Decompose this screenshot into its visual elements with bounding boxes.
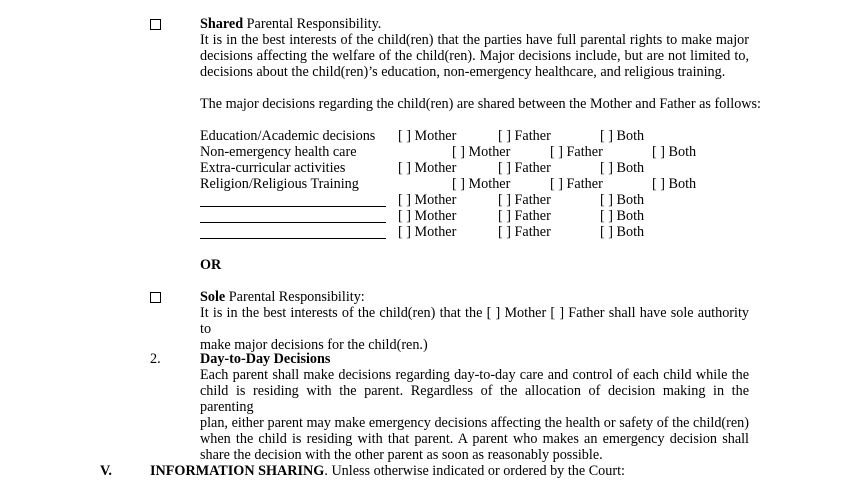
sole-title: [200, 289, 365, 305]
row-custom1-mother[interactable]: [ ] Mother: [398, 192, 457, 208]
section-v-number: V.: [100, 463, 112, 479]
section-v-title: INFORMATION SHARING: [150, 463, 325, 479]
day-paragraph: [200, 367, 749, 463]
shared-intro: The major decisions regarding the child(ren) are shared between the Mother and Father as follows:: [200, 96, 761, 112]
row-custom3-father[interactable]: [ ] Father: [498, 224, 551, 240]
row-label-education: Education/Academic decisions: [200, 128, 376, 144]
row-extracurricular-both[interactable]: [ ] Both: [600, 160, 645, 176]
day-para-line-2: child is residing with the parent. Regardless of the allocation of decision making in the parenting: [200, 383, 749, 415]
day-title: Day-to-Day Decisions: [200, 351, 331, 367]
shared-title: [200, 16, 381, 32]
sole-paragraph: [200, 305, 749, 353]
day-para-line-4: when the child is residing with that parent. A parent who makes an emergency decision shall: [200, 431, 749, 447]
shared-para-line-1: It is in the best interests of the child(ren) that the parties have full parental rights to make major: [200, 32, 749, 48]
shared-para-line-3: decisions about the child(ren)’s education, non-emergency healthcare, and religious training.: [200, 64, 726, 80]
day-para-line-3: plan, either parent may make emergency decisions affecting the health or safety of the child(ren): [200, 415, 749, 431]
day-number: 2.: [150, 351, 161, 367]
custom-decision-field-3[interactable]: [200, 238, 386, 239]
shared-title-bold: Shared: [200, 16, 244, 32]
row-extracurricular-mother[interactable]: [ ] Mother: [398, 160, 457, 176]
custom-decision-field-2[interactable]: [200, 222, 386, 223]
row-label-health: Non-emergency health care: [200, 144, 357, 160]
shared-paragraph: [200, 32, 749, 80]
row-religion-mother[interactable]: [ ] Mother: [452, 176, 511, 192]
sole-para-line-1: It is in the best interests of the child(ren) that the [ ] Mother [ ] Father shall have sole authority to: [200, 305, 749, 337]
sole-title-rest: Parental Responsibility:: [225, 289, 365, 305]
day-para-line-5: share the decision with the other parent as soon as reasonably possible.: [200, 447, 603, 463]
sole-para-line-2: make major decisions for the child(ren.): [200, 337, 428, 353]
row-health-both[interactable]: [ ] Both: [652, 144, 697, 160]
row-education-father[interactable]: [ ] Father: [498, 128, 551, 144]
shared-title-rest: Parental Responsibility.: [243, 16, 382, 32]
row-custom3-both[interactable]: [ ] Both: [600, 224, 645, 240]
row-education-both[interactable]: [ ] Both: [600, 128, 645, 144]
row-custom1-both[interactable]: [ ] Both: [600, 192, 645, 208]
day-para-line-1: Each parent shall make decisions regarding day-to-day care and control of each child while the: [200, 367, 749, 383]
row-education-mother[interactable]: [ ] Mother: [398, 128, 457, 144]
row-custom2-both[interactable]: [ ] Both: [600, 208, 645, 224]
section-v-rest: . Unless otherwise indicated or ordered by the Court:: [324, 463, 625, 479]
row-health-mother[interactable]: [ ] Mother: [452, 144, 511, 160]
row-religion-both[interactable]: [ ] Both: [652, 176, 697, 192]
row-health-father[interactable]: [ ] Father: [550, 144, 603, 160]
row-custom3-mother[interactable]: [ ] Mother: [398, 224, 457, 240]
row-custom2-mother[interactable]: [ ] Mother: [398, 208, 457, 224]
or-separator: OR: [200, 257, 222, 273]
section-v-heading: [150, 463, 625, 479]
shared-para-line-2: decisions affecting the welfare of the child(ren). Major decisions include, but are not limited to,: [200, 48, 749, 64]
row-custom2-father[interactable]: [ ] Father: [498, 208, 551, 224]
row-label-religion: Religion/Religious Training: [200, 176, 359, 192]
sole-title-bold: Sole: [200, 289, 226, 305]
row-religion-father[interactable]: [ ] Father: [550, 176, 603, 192]
row-custom1-father[interactable]: [ ] Father: [498, 192, 551, 208]
shared-checkbox[interactable]: [150, 19, 161, 30]
sole-checkbox[interactable]: [150, 292, 161, 303]
row-label-extracurricular: Extra-curricular activities: [200, 160, 346, 176]
custom-decision-field-1[interactable]: [200, 206, 386, 207]
row-extracurricular-father[interactable]: [ ] Father: [498, 160, 551, 176]
